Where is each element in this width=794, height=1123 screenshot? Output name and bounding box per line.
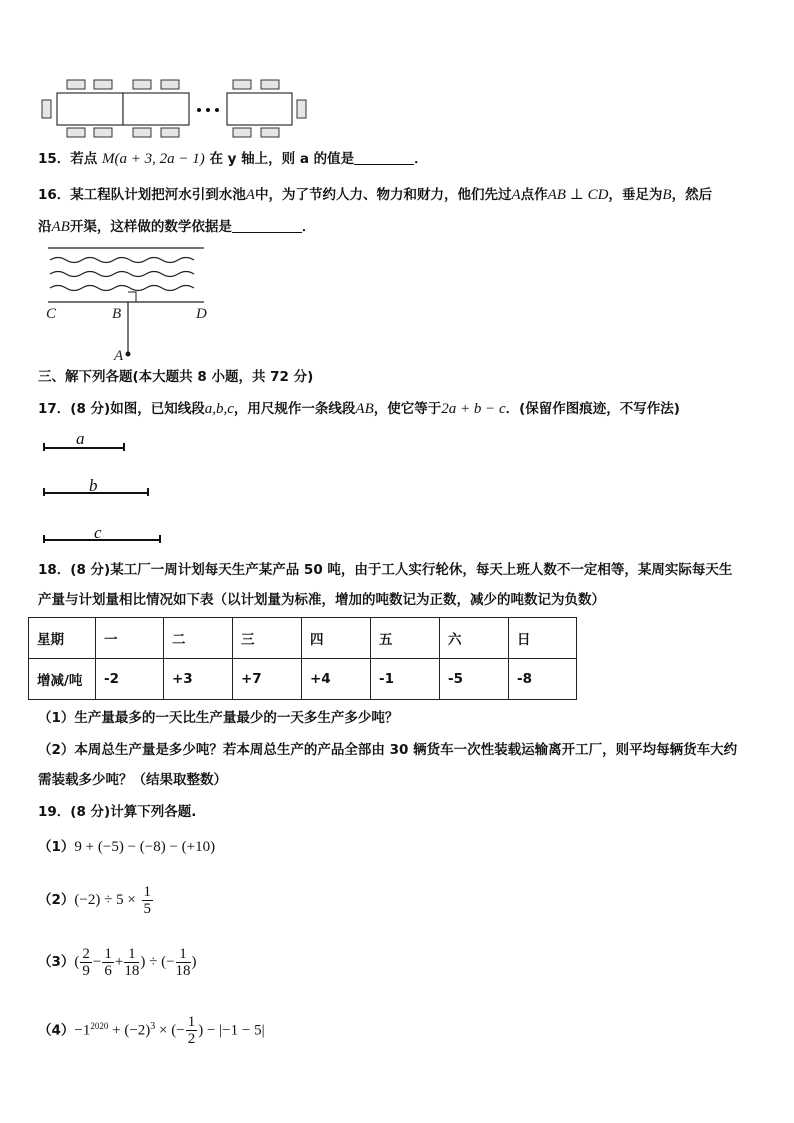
table-cell: -2 <box>96 659 164 700</box>
question-16-line2: 沿AB开渠，这样做的数学依据是 ． <box>38 219 316 235</box>
question-18-line1: 18．(8 分)某工厂一周计划每天生产某产品 50 吨，由于工人实行轮休，每天上班人数不一定相等，某周实际每天生 <box>38 562 733 578</box>
table-cell: +7 <box>233 659 302 700</box>
fraction: $\frac{1}{2}$ <box>187 1014 196 1047</box>
table-cell: 五 <box>371 618 440 659</box>
table-cell: 增减/吨 <box>29 659 96 700</box>
question-18-line2: 产量与计划量相比情况如下表（以计划量为标准，增加的吨数记为正数，减少的吨数记为负数） <box>38 592 605 608</box>
table-row-header <box>29 618 577 659</box>
question-17: 17．(8 分)如图，已知线段a,b,c，用尺规作一条线段AB，使它等于2a + b − c．(保留作图痕迹，不写作法) <box>38 401 680 417</box>
segment-a <box>44 429 124 451</box>
label-c: C <box>46 306 57 322</box>
question-18-sub2-line1: （2）本周总生产量是多少吨？若本周总生产的产品全部由 30 辆货车一次性装载运输离开工厂，则平均每辆货车大约 <box>38 742 738 758</box>
question-18-sub2-line2: 需装载多少吨？（结果取整数） <box>38 772 227 788</box>
answer-blank-16[interactable] <box>232 218 302 233</box>
table-cell: 一 <box>96 618 164 659</box>
question-15: 15．若点 M(a + 3, 2a − 1) 在 y 轴上，则 a 的值是 ． <box>38 151 428 167</box>
table-cell: 星期 <box>29 618 96 659</box>
table-cell: 三 <box>233 618 302 659</box>
label-d: D <box>196 306 207 322</box>
segment-a-label: a <box>76 429 85 448</box>
question-16-line1: 16．某工程队计划把河水引到水池A中，为了节约人力、物力和财力，他们先过A点作AB ⊥ CD，垂足为B，然后 <box>38 187 713 203</box>
river-figure <box>40 240 220 364</box>
table-cell: 四 <box>302 618 371 659</box>
fraction: $\frac{1}{5}$ <box>143 883 152 917</box>
table-row-values <box>29 659 577 700</box>
question-19-part4: $(4)-1^{2020} + (-2)^3$ × (− $\frac{1}{2}$ ) − |−1 − 5| <box>38 1014 265 1047</box>
tables-chairs-figure <box>38 76 318 140</box>
question-19-part2: （2）(−2) ÷ 5 × $\frac{1}{5}$ <box>38 883 152 917</box>
segments-figure <box>36 428 186 548</box>
table-cell: +4 <box>302 659 371 700</box>
section-3-heading: 三、解下列各题(本大题共 8 小题，共 72 分) <box>38 369 314 385</box>
fraction: $\frac{1}{18}$ <box>175 945 191 979</box>
table-cell: -5 <box>440 659 509 700</box>
segment-b-label: b <box>89 476 98 495</box>
table-cell: -1 <box>371 659 440 700</box>
fraction: $\frac{1}{18}$ <box>124 945 140 979</box>
question-19-part3: （3）( $\frac{2}{9}$ − $\frac{1}{6}$ + $\frac{1}{18}$ ) ÷ (− $\frac{1}{18}$ ) <box>38 945 197 979</box>
segment-c-label: c <box>94 523 102 542</box>
table-cell: -8 <box>509 659 577 700</box>
table-cell: 二 <box>164 618 233 659</box>
math-point-m: M(a + 3, 2a − 1) <box>102 151 205 167</box>
question-19-part1: （1）9 + (−5) − (−8) − (+10) <box>38 839 216 855</box>
table-cell: +3 <box>164 659 233 700</box>
production-table <box>28 617 577 700</box>
answer-blank-15[interactable] <box>354 150 414 165</box>
table-cell: 六 <box>440 618 509 659</box>
fraction: $\frac{1}{6}$ <box>104 945 112 979</box>
segment-c <box>44 523 160 543</box>
fraction: $\frac{2}{9}$ <box>82 945 90 979</box>
table-cell: 日 <box>509 618 577 659</box>
label-b: B <box>112 306 122 322</box>
question-18-sub1: （1）生产量最多的一天比生产量最少的一天多生产多少吨？ <box>38 710 399 726</box>
label-a: A <box>114 348 124 364</box>
question-19-title: 19．(8 分)计算下列各题. <box>38 804 197 820</box>
segment-b <box>44 476 148 496</box>
